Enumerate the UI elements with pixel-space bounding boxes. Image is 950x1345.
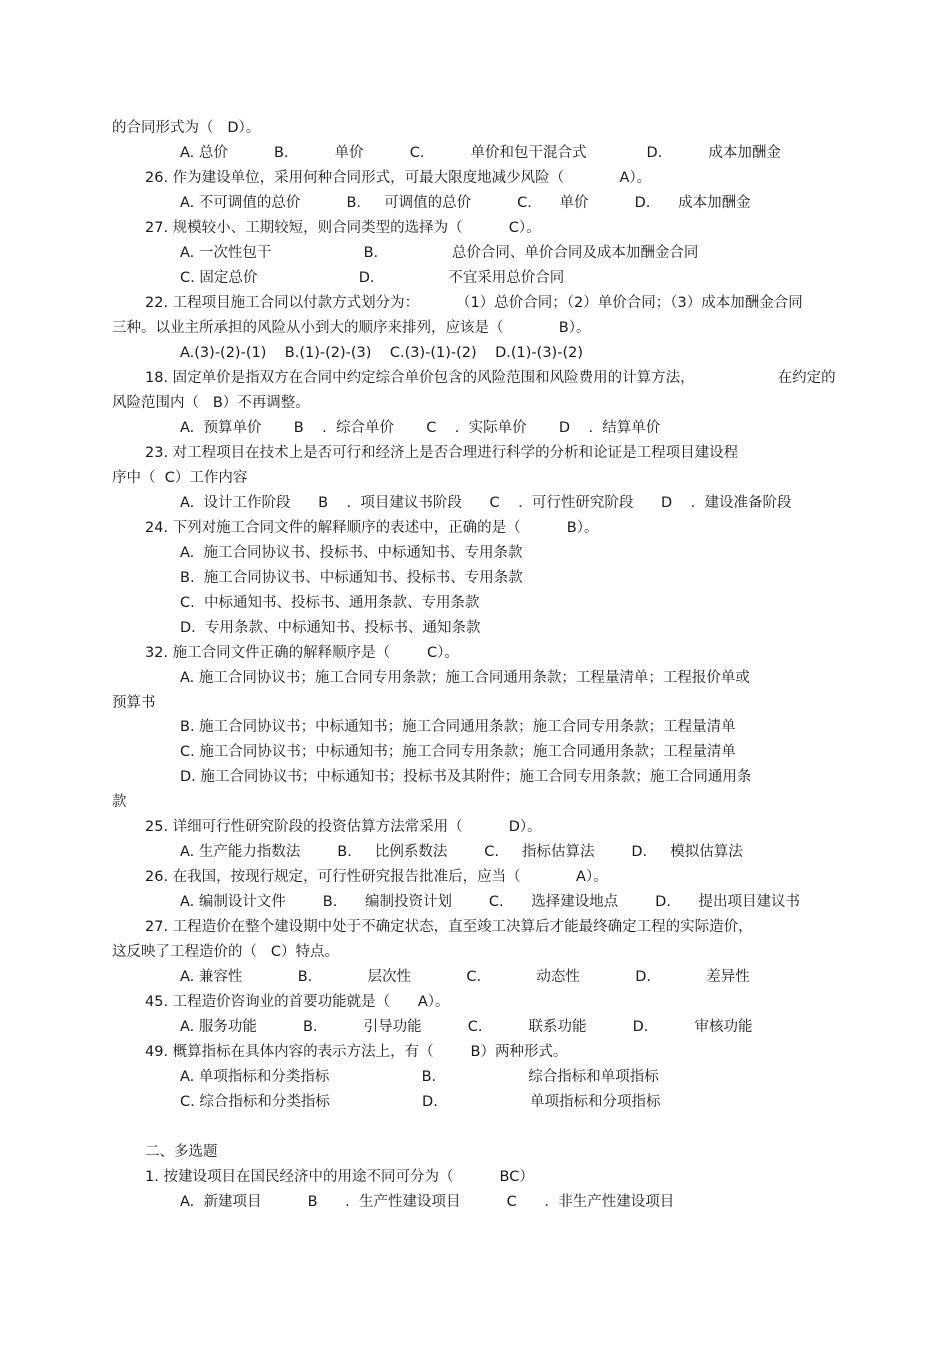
text-line: A. 不可调值的总价 B. 可调值的总价 C. 单价 D. 成本加酬金 [180, 195, 751, 211]
section-heading: 二、多选题 [145, 1144, 218, 1160]
text-line: A. 总价 B. 单价 C. 单价和包干混合式 D. 成本加酬金 [180, 145, 781, 161]
text-line: 的合同形式为（ D）。 [112, 120, 261, 136]
text-line: A. 预算单价 B . 综合单价 C . 实际单价 D . 结算单价 [180, 420, 661, 436]
text-line: C. 固定总价 D. 不宜采用总价合同 [180, 270, 565, 286]
text-line: A. 新建项目 B . 生产性建设项目 C . 非生产性建设项目 [180, 1194, 675, 1210]
text-line: A. 设计工作阶段 B . 项目建议书阶段 C . 可行性研究阶段 D . 建设准备阶段 [180, 495, 792, 511]
text-line: 款 [112, 794, 127, 810]
text-line: 45. 工程造价咨询业的首要功能就是（ A）。 [145, 994, 450, 1010]
text-line: 26. 在我国，按现行规定，可行性研究报告批准后，应当（ A）。 [145, 869, 608, 885]
text-line: B. 施工合同协议书、中标通知书、投标书、专用条款 [180, 570, 523, 586]
text-line: A. 施工合同协议书；施工合同专用条款；施工合同通用条款；工程量清单；工程报价单或 [180, 670, 750, 686]
text-line: A. 生产能力指数法 B. 比例系数法 C. 指标估算法 D. 模拟估算法 [180, 844, 743, 860]
text-line: A. 一次性包干 B. 总价合同、单价合同及成本加酬金合同 [180, 245, 699, 261]
text-line: A. 兼容性 B. 层次性 C. 动态性 D. 差异性 [180, 969, 750, 985]
text-line: D. 施工合同协议书；中标通知书；投标书及其附件；施工合同专用条款；施工合同通用条 [180, 769, 752, 785]
text-line: A.(3)-(2)-(1) B.(1)-(2)-(3) C.(3)-(1)-(2) D.(1)-(3)-(2) [180, 345, 583, 361]
text-line: 18. 固定单价是指双方在合同中约定综合单价包含的风险范围和风险费用的计算方法， 在约定的 [145, 370, 836, 386]
text-line: A. 服务功能 B. 引导功能 C. 联系功能 D. 审核功能 [180, 1019, 753, 1035]
text-line: A. 单项指标和分类指标 B. 综合指标和单项指标 [180, 1069, 659, 1085]
text-line: 风险范围内（ B）不再调整。 [112, 395, 310, 411]
text-line: C. 施工合同协议书；中标通知书；施工合同专用条款；施工合同通用条款；工程量清单 [180, 744, 736, 760]
text-line: 1. 按建设项目在国民经济中的用途不同可分为（ BC） [145, 1169, 534, 1185]
text-line: 24. 下列对施工合同文件的解释顺序的表述中，正确的是（ B）。 [145, 520, 599, 536]
text-line: B. 施工合同协议书；中标通知书；施工合同通用条款；施工合同专用条款；工程量清单 [180, 719, 736, 735]
text-line: 序中（ C）工作内容 [112, 470, 248, 486]
text-line: 49. 概算指标在具体内容的表示方法上，有（ B）两种形式。 [145, 1044, 568, 1060]
text-line: 预算书 [112, 695, 156, 711]
text-line: 23. 对工程项目在技术上是否可行和经济上是否合理进行科学的分析和论证是工程项目建设程 [145, 445, 739, 461]
text-line: 这反映了工程造价的（ C）特点。 [112, 944, 339, 960]
text-line: C. 综合指标和分类指标 D. 单项指标和分项指标 [180, 1094, 661, 1110]
text-line: 27. 规模较小、工期较短，则合同类型的选择为（ C）。 [145, 220, 541, 236]
text-line: 三种。以业主所承担的风险从小到大的顺序来排列，应该是（ B）。 [112, 320, 591, 336]
text-line: 27. 工程造价在整个建设期中处于不确定状态，直至竣工决算后才能最终确定工程的实际造价， [145, 919, 753, 935]
text-line: C. 中标通知书、投标书、通用条款、专用条款 [180, 595, 480, 611]
text-line: A. 编制设计文件 B. 编制投资计划 C. 选择建设地点 D. 提出项目建议书 [180, 894, 801, 910]
text-line: 25. 详细可行性研究阶段的投资估算方法常采用（ D）。 [145, 819, 542, 835]
text-line: A. 施工合同协议书、投标书、中标通知书、专用条款 [180, 545, 523, 561]
text-line: D. 专用条款、中标通知书、投标书、通知条款 [180, 620, 481, 636]
text-line: 32. 施工合同文件正确的解释顺序是（ C）。 [145, 645, 459, 661]
text-line: 22. 工程项目施工合同以付款方式划分为： （1）总价合同；（2）单价合同；（3）成本加酬金合同 [145, 295, 803, 311]
text-line: 26. 作为建设单位，采用何种合同形式，可最大限度地减少风险（ A）。 [145, 170, 652, 186]
